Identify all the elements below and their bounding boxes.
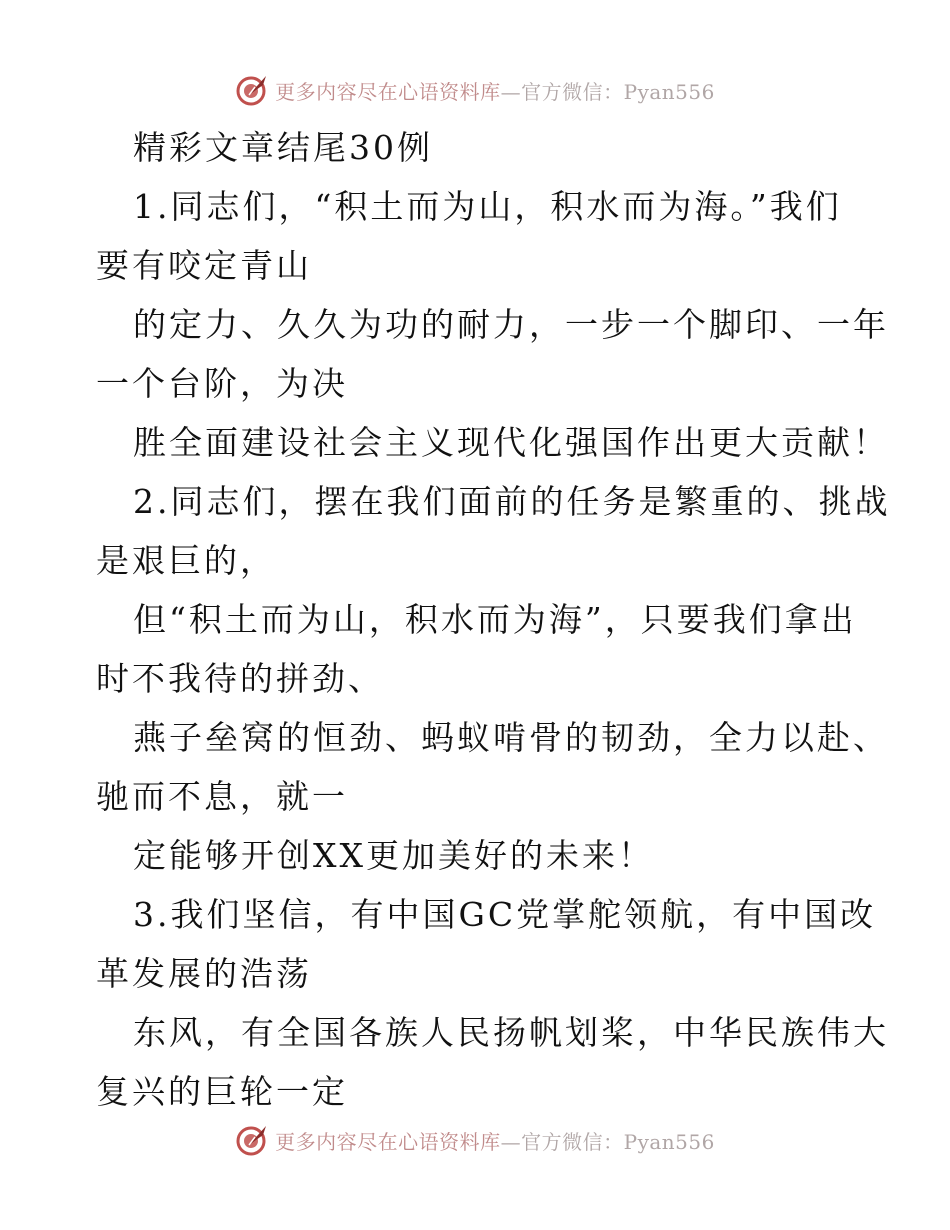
paragraph-line: 胜全面建设社会主义现代化强国作出更大贡献！ [133, 423, 889, 462]
paragraph-line: 燕子垒窝的恒劲、蚂蚁啃骨的韧劲，全力以赴、 [133, 718, 889, 757]
quill-logo-icon [235, 73, 269, 107]
paragraph-line: 要有咬定青山 [96, 246, 312, 285]
paragraph-line: 革发展的浩荡 [96, 954, 312, 993]
paragraph-line: 时不我待的拼劲、 [96, 659, 384, 698]
paragraph-line: 1.同志们，“积土而为山，积水而为海。”我们 [133, 187, 842, 226]
paragraph-line: 但“积土而为山，积水而为海”，只要我们拿出 [133, 600, 857, 639]
paragraph-line: 一个台阶，为决 [96, 364, 348, 403]
footer-banner [0, 1120, 950, 1160]
header-banner [0, 70, 950, 110]
paragraph-line: 的定力、久久为功的耐力，一步一个脚印、一年 [133, 305, 889, 344]
paragraph-line: 复兴的巨轮一定 [96, 1072, 348, 1111]
paragraph-line: 是艰巨的， [96, 541, 276, 580]
quill-logo-icon [235, 1123, 269, 1157]
banner-text: 更多内容尽在心语资料库—官方微信：Pyan556 [275, 79, 715, 104]
paragraph-line: 2.同志们，摆在我们面前的任务是繁重的、挑战 [133, 482, 891, 521]
paragraph-line: 3.我们坚信，有中国GC党掌舵领航，有中国改 [133, 895, 877, 934]
paragraph-line: 定能够开创XX更加美好的未来！ [133, 836, 654, 875]
paragraph-line: 东风，有全国各族人民扬帆划桨，中华民族伟大 [133, 1013, 889, 1052]
document-title: 精彩文章结尾30例 [133, 128, 433, 167]
paragraph-line: 驰而不息，就一 [96, 777, 348, 816]
banner-text: 更多内容尽在心语资料库—官方微信：Pyan556 [275, 1129, 715, 1154]
